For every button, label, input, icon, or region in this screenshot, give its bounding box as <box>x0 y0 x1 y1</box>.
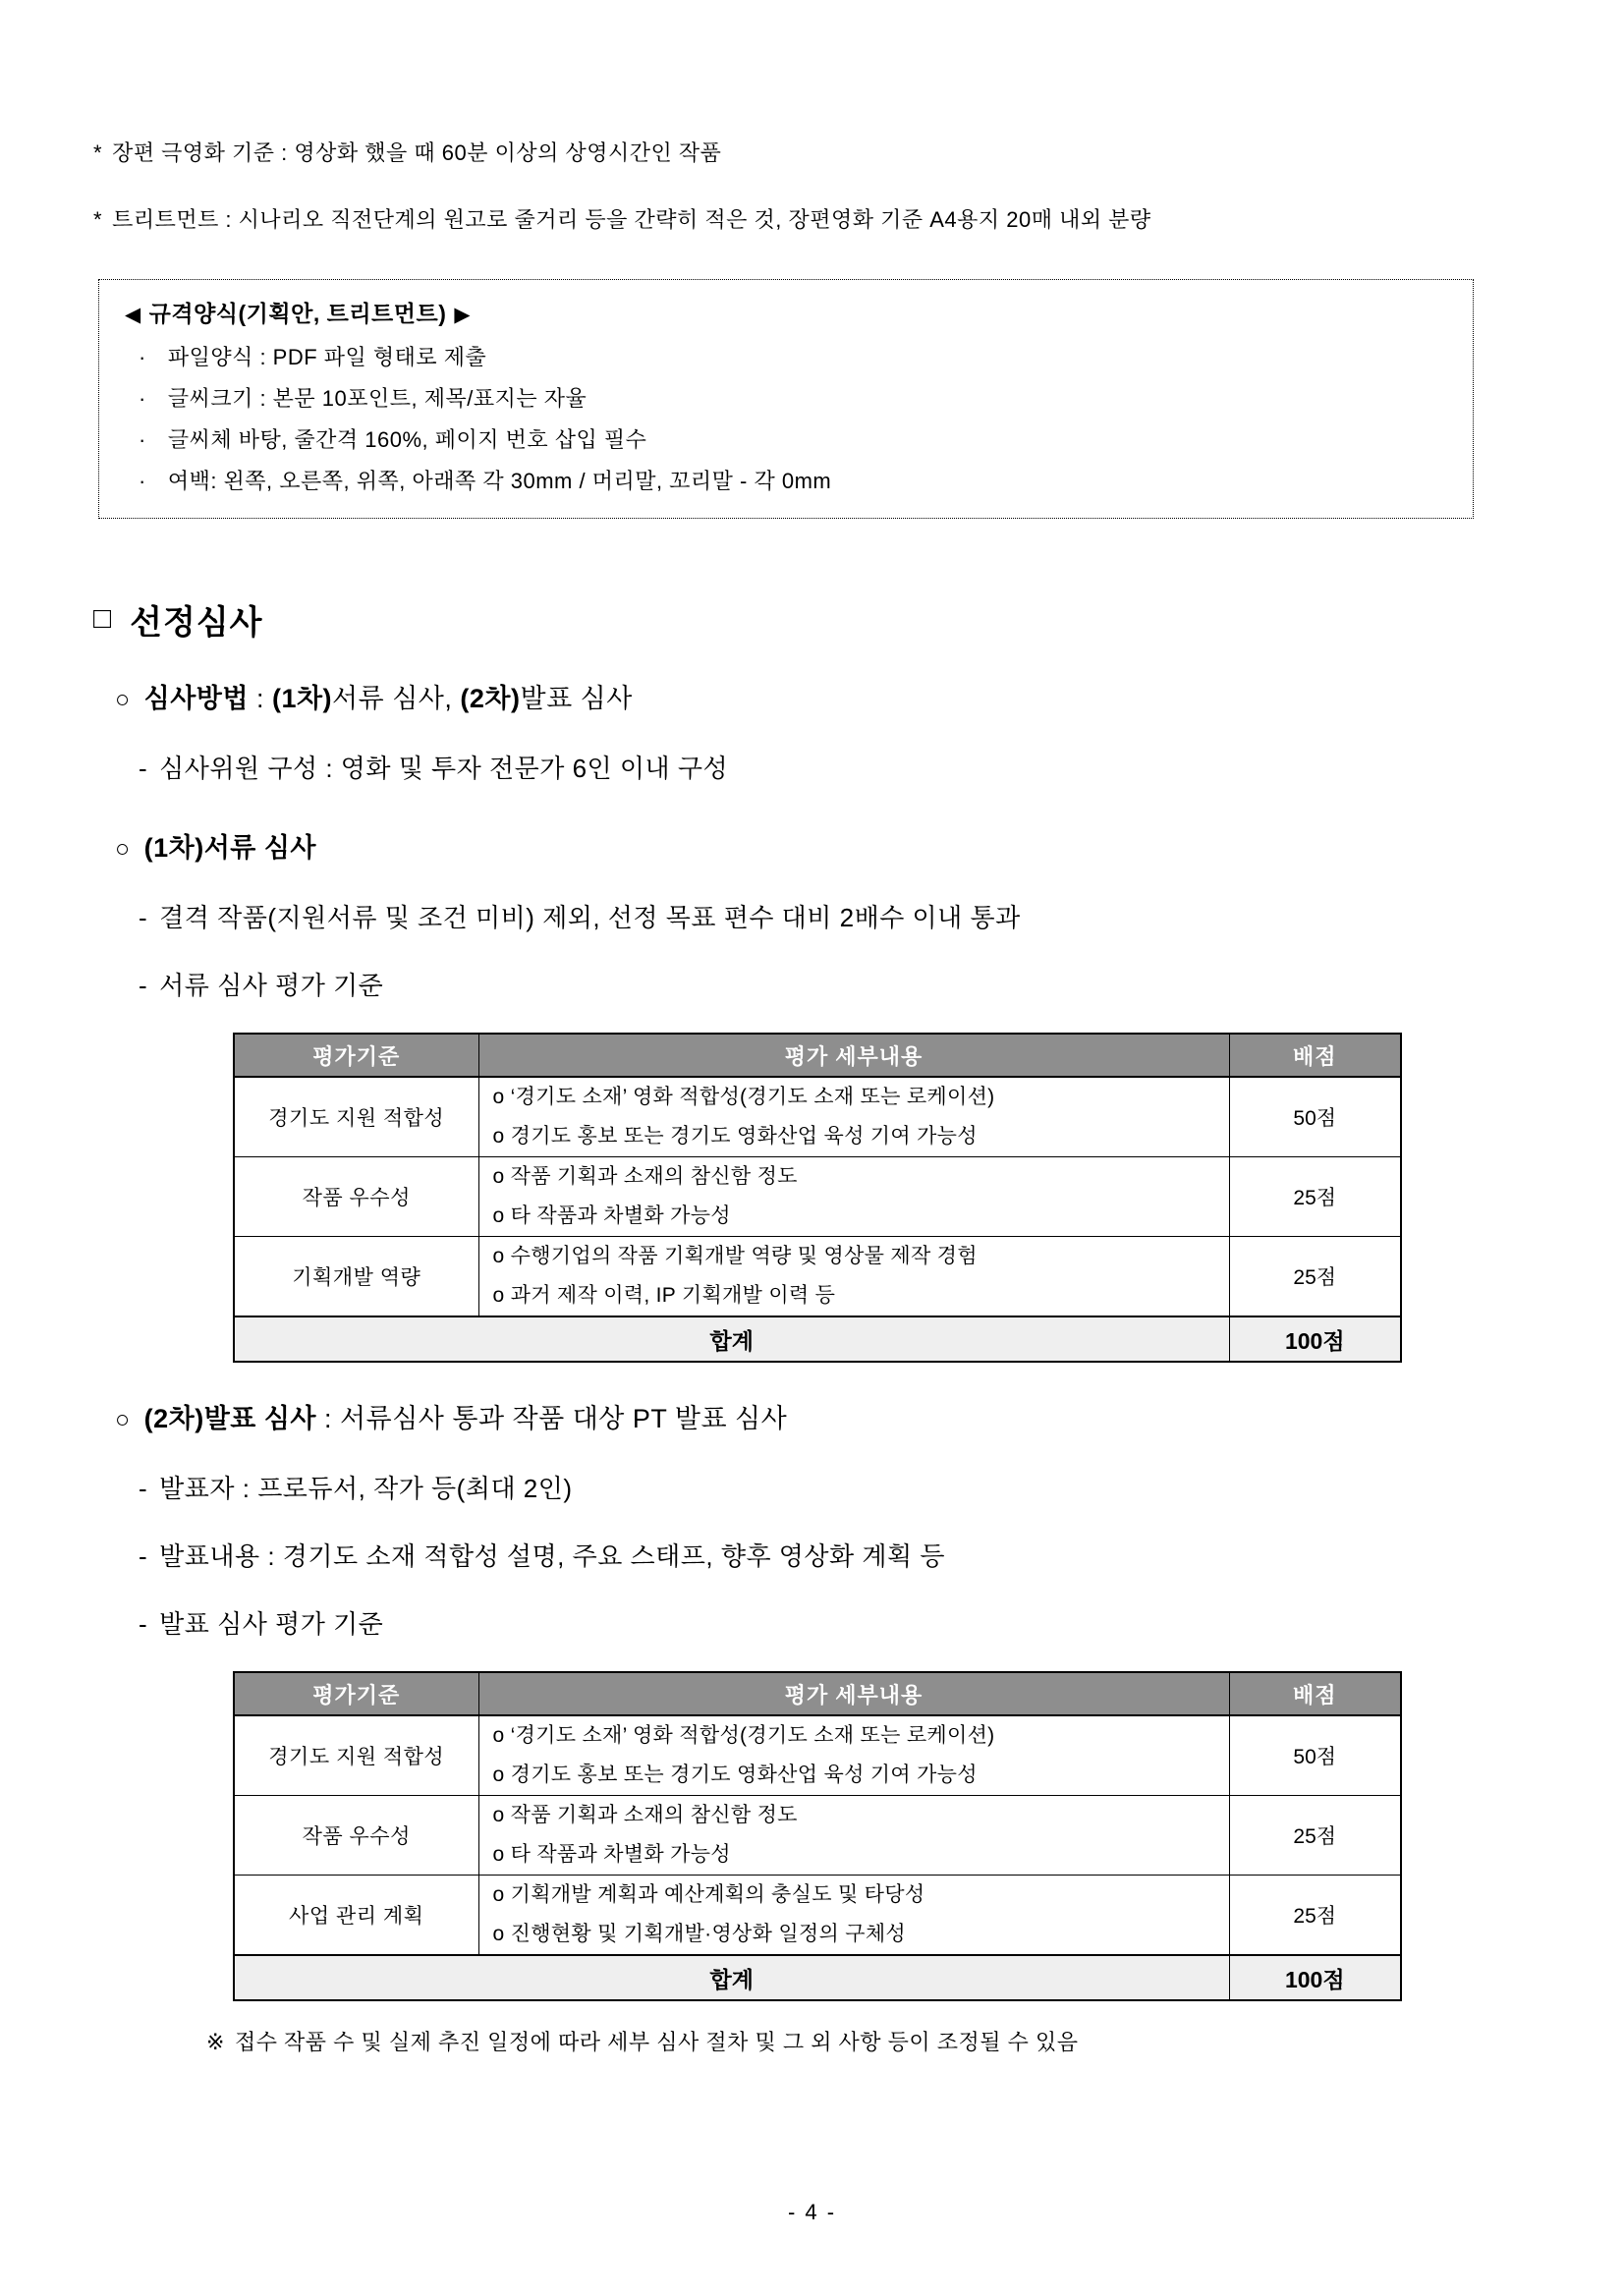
method-text: 서류 심사, <box>332 684 461 713</box>
dash-bullet-icon: - <box>139 1609 148 1639</box>
note-feature-film <box>93 140 1531 167</box>
sub-presenter <box>139 1473 1531 1504</box>
score-cell: 25점 <box>1229 1237 1401 1317</box>
round2-tag: (2차) <box>460 684 521 713</box>
round2-title: (2차)발표 심사 <box>143 1404 317 1433</box>
spec-item-text: 글씨체 바탕, 줄간격 160%, 페이지 번호 삽입 필수 <box>167 427 647 452</box>
asterisk-mark: * <box>93 207 103 232</box>
total-score-cell: 100점 <box>1229 1955 1401 2000</box>
sub-text: 심사위원 구성 : 영화 및 투자 전문가 6인 이내 구성 <box>159 754 729 783</box>
round1-tag: (1차) <box>271 684 333 713</box>
score-cell: 25점 <box>1229 1157 1401 1237</box>
detail-line: o ‘경기도 소재’ 영화 적합성(경기도 소재 또는 로케이션) <box>492 1724 995 1747</box>
asterisk-mark: * <box>93 140 103 165</box>
separator: : <box>316 1404 341 1433</box>
detail-line: o 기획개발 계획과 예산계획의 충실도 및 타당성 <box>492 1883 925 1906</box>
criteria-cell: 경기도 지원 적합성 <box>234 1715 478 1796</box>
presentation-review-criteria-table <box>233 1671 1402 2001</box>
details-cell <box>478 1796 1229 1876</box>
spec-item-typeface <box>125 420 1447 461</box>
sub-text: 발표자 : 프로듀서, 작가 등(최대 2인) <box>159 1474 573 1503</box>
sub-text: 발표내용 : 경기도 소재 적합성 설명, 주요 스태프, 향후 영상화 계획 등 <box>159 1541 945 1571</box>
sub-text: 발표 심사 평가 기준 <box>159 1609 384 1639</box>
dash-bullet-icon: - <box>139 1541 148 1571</box>
footnote-text: 접수 작품 수 및 실제 추진 일정에 따라 세부 심사 절차 및 그 외 사항 등이 조정될 수 있음 <box>234 2030 1079 2054</box>
details-cell <box>478 1715 1229 1796</box>
dash-bullet-icon: - <box>139 754 148 783</box>
method-label: 심사방법 <box>143 684 249 713</box>
note-text: 장편 극영화 기준 : 영상화 했을 때 60분 이상의 상영시간인 작품 <box>112 140 722 165</box>
dot-bullet-icon: · <box>139 345 146 369</box>
dot-bullet-icon: · <box>139 469 146 493</box>
detail-line: o 진행현황 및 기획개발·영상화 일정의 구체성 <box>492 1923 906 1945</box>
section-title: 선정심사 <box>130 603 263 642</box>
spec-item-text: 여백: 왼쪽, 오른쪽, 위쪽, 아래쪽 각 30mm / 머리말, 꼬리말 - 각 0mm <box>167 469 832 493</box>
table-row <box>234 1876 1401 1956</box>
spec-item-font-size <box>125 378 1447 420</box>
spec-item-text: 글씨크기 : 본문 10포인트, 제목/표지는 자율 <box>167 386 588 411</box>
note-treatment <box>93 206 1531 234</box>
section-heading-selection-review <box>93 597 1531 641</box>
circle-bullet-icon: ○ <box>115 835 131 863</box>
dash-bullet-icon: - <box>139 971 148 1000</box>
total-label-cell: 합계 <box>234 1955 1229 2000</box>
note-text: 트리트먼트 : 시나리오 직전단계의 원고로 줄거리 등을 간략히 적은 것, 장편영화 기준 A4용지 20매 내외 분량 <box>112 207 1151 232</box>
header-score: 배점 <box>1229 1672 1401 1715</box>
score-cell: 50점 <box>1229 1077 1401 1157</box>
table-row <box>234 1715 1401 1796</box>
bullet-review-method <box>115 682 1531 716</box>
circle-bullet-icon: ○ <box>115 686 131 713</box>
dot-bullet-icon: · <box>139 386 146 411</box>
method-text: 발표 심사 <box>520 684 633 713</box>
table-header-row <box>234 1034 1401 1077</box>
header-details: 평가 세부내용 <box>478 1034 1229 1077</box>
bullet-round2-presentation-review <box>115 1402 1531 1436</box>
table-total-row <box>234 1955 1401 2000</box>
criteria-cell: 작품 우수성 <box>234 1157 478 1237</box>
dot-bullet-icon: · <box>139 427 146 452</box>
sub-text: 결격 작품(지원서류 및 조건 미비) 제외, 선정 목표 편수 대비 2배수 이내 통과 <box>159 903 1021 932</box>
round1-title: (1차)서류 심사 <box>143 833 317 863</box>
table-row <box>234 1077 1401 1157</box>
detail-line: o 타 작품과 차별화 가능성 <box>492 1843 731 1866</box>
footnote-adjustment-notice <box>206 2029 1531 2056</box>
separator: : <box>248 684 272 713</box>
details-cell <box>478 1237 1229 1317</box>
details-cell <box>478 1876 1229 1956</box>
details-cell <box>478 1077 1229 1157</box>
detail-line: o 작품 기획과 소재의 참신함 정도 <box>492 1165 798 1188</box>
table-row <box>234 1796 1401 1876</box>
circle-bullet-icon: ○ <box>115 1406 131 1433</box>
bullet-round1-document-review <box>115 831 1531 866</box>
detail-line: o 경기도 홍보 또는 경기도 영화산업 육성 기여 가능성 <box>492 1125 978 1148</box>
details-cell <box>478 1157 1229 1237</box>
square-bullet-icon: □ <box>93 602 113 635</box>
criteria-cell: 기획개발 역량 <box>234 1237 478 1317</box>
sub-presentation-review-criteria <box>139 1608 1531 1640</box>
spec-item-margins <box>125 461 1447 502</box>
spec-item-file-format <box>125 337 1447 378</box>
detail-line: o 수행기업의 작품 기획개발 역량 및 영상물 제작 경험 <box>492 1245 978 1267</box>
criteria-cell: 작품 우수성 <box>234 1796 478 1876</box>
page-number: - 4 - <box>787 2200 837 2224</box>
sub-disqualification-rule <box>139 902 1531 933</box>
table-row <box>234 1157 1401 1237</box>
triangle-right-icon: ▶ <box>454 304 472 326</box>
header-criteria: 평가기준 <box>234 1672 478 1715</box>
detail-line: o 경기도 홍보 또는 경기도 영화산업 육성 기여 가능성 <box>492 1764 978 1786</box>
dash-bullet-icon: - <box>139 1474 148 1503</box>
sub-text: 서류 심사 평가 기준 <box>159 971 384 1000</box>
detail-line: o 타 작품과 차별화 가능성 <box>492 1204 731 1227</box>
criteria-cell: 경기도 지원 적합성 <box>234 1077 478 1157</box>
reference-mark-icon: ※ <box>206 2030 225 2054</box>
table-header-row <box>234 1672 1401 1715</box>
sub-presentation-content <box>139 1540 1531 1572</box>
spec-item-text: 파일양식 : PDF 파일 형태로 제출 <box>167 345 487 369</box>
detail-line: o 과거 제작 이력, IP 기획개발 이력 등 <box>492 1284 836 1307</box>
detail-line: o ‘경기도 소재’ 영화 적합성(경기도 소재 또는 로케이션) <box>492 1086 995 1108</box>
header-criteria: 평가기준 <box>234 1034 478 1077</box>
score-cell: 25점 <box>1229 1876 1401 1956</box>
detail-line: o 작품 기획과 소재의 참신함 정도 <box>492 1804 798 1826</box>
spec-title-text: 규격양식(기획안, 트리트먼트) <box>148 301 447 326</box>
header-score: 배점 <box>1229 1034 1401 1077</box>
score-cell: 25점 <box>1229 1796 1401 1876</box>
table-total-row <box>234 1316 1401 1362</box>
criteria-cell: 사업 관리 계획 <box>234 1876 478 1956</box>
spec-box <box>98 279 1474 519</box>
triangle-left-icon: ◀ <box>125 304 141 326</box>
sub-document-review-criteria <box>139 970 1531 1001</box>
score-cell: 50점 <box>1229 1715 1401 1796</box>
table-row <box>234 1237 1401 1317</box>
dash-bullet-icon: - <box>139 903 148 932</box>
round2-text: 서류심사 통과 작품 대상 PT 발표 심사 <box>340 1404 788 1433</box>
total-label-cell: 합계 <box>234 1316 1229 1362</box>
document-review-criteria-table <box>233 1033 1402 1363</box>
header-details: 평가 세부내용 <box>478 1672 1229 1715</box>
sub-committee-composition <box>139 753 1531 784</box>
total-score-cell: 100점 <box>1229 1316 1401 1362</box>
spec-box-title <box>125 300 1447 329</box>
